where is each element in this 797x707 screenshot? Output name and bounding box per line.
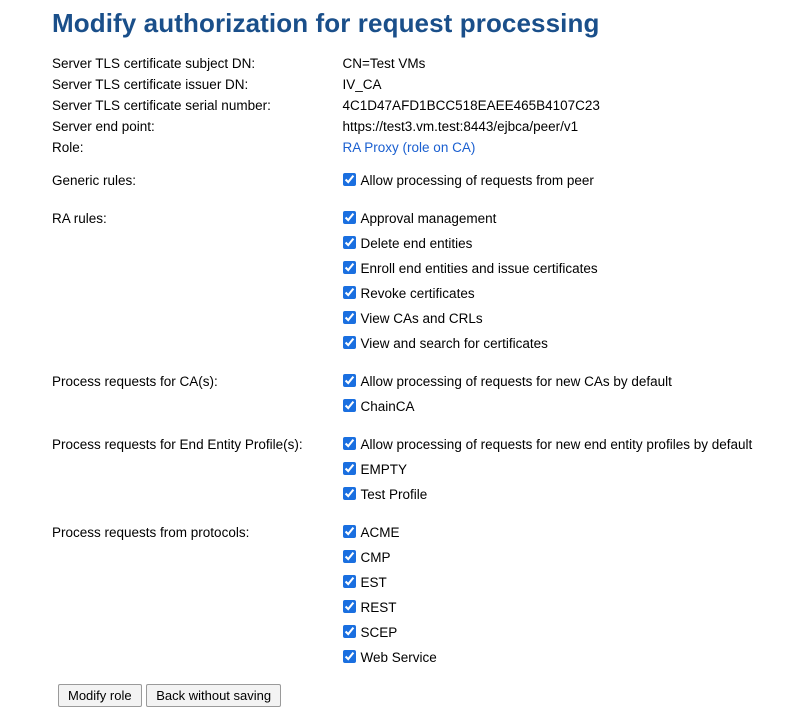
section-options xyxy=(343,371,792,434)
checkbox-row[interactable] xyxy=(343,597,792,618)
checkbox-rest[interactable] xyxy=(343,600,356,613)
section-generic-rules xyxy=(52,170,792,208)
authorization-form xyxy=(52,53,792,668)
checkbox-allow-processing-from-peer[interactable] xyxy=(343,173,356,186)
field-label: Server TLS certificate issuer DN: xyxy=(52,77,249,92)
section-ra-rules xyxy=(52,208,792,371)
field-row-serial-number xyxy=(52,95,792,116)
section-process-requests-cas xyxy=(52,371,792,434)
page-title: Modify authorization for request processing xyxy=(52,8,600,38)
checkbox-view-and-search-certificates[interactable] xyxy=(343,336,356,349)
checkbox-label: Approval management xyxy=(360,211,497,226)
modify-role-button[interactable]: Modify role xyxy=(58,684,142,707)
checkbox-label: EMPTY xyxy=(360,462,408,477)
field-label: Server TLS certificate subject DN: xyxy=(52,56,256,71)
section-label: Process requests for CA(s): xyxy=(52,374,218,389)
checkbox-label: ChainCA xyxy=(360,399,415,414)
checkbox-label: Allow processing of requests for new end entity profiles by default xyxy=(360,437,753,452)
checkbox-cmp[interactable] xyxy=(343,550,356,563)
checkbox-label: Test Profile xyxy=(360,487,428,502)
checkbox-row[interactable] xyxy=(343,170,792,191)
spacer xyxy=(343,195,792,208)
checkbox-empty-profile[interactable] xyxy=(343,462,356,475)
checkbox-row[interactable] xyxy=(343,208,792,229)
checkbox-scep[interactable] xyxy=(343,625,356,638)
checkbox-row[interactable] xyxy=(343,547,792,568)
checkbox-label: Delete end entities xyxy=(360,236,473,251)
checkbox-label: Revoke certificates xyxy=(360,286,475,301)
section-options xyxy=(343,208,792,371)
back-without-saving-button[interactable]: Back without saving xyxy=(146,684,281,707)
checkbox-row[interactable] xyxy=(343,308,792,329)
role-link[interactable]: RA Proxy (role on CA) xyxy=(342,140,476,155)
spacer xyxy=(52,158,792,170)
field-value: IV_CA xyxy=(342,77,382,92)
checkbox-allow-new-eep-by-default[interactable] xyxy=(343,437,356,450)
field-row-role xyxy=(52,137,792,158)
checkbox-view-cas-and-crls[interactable] xyxy=(343,311,356,324)
section-label: Process requests for End Entity Profile(s): xyxy=(52,437,303,452)
field-label: Server end point: xyxy=(52,119,155,134)
checkbox-approval-management[interactable] xyxy=(343,211,356,224)
checkbox-row[interactable] xyxy=(343,522,792,543)
section-process-requests-eep xyxy=(52,434,792,522)
field-value: CN=Test VMs xyxy=(342,56,426,71)
checkbox-test-profile[interactable] xyxy=(343,487,356,500)
section-label: Generic rules: xyxy=(52,173,137,188)
checkbox-row[interactable] xyxy=(343,484,792,505)
checkbox-row[interactable] xyxy=(343,371,792,392)
spacer xyxy=(343,421,792,434)
spacer xyxy=(343,509,792,522)
checkbox-est[interactable] xyxy=(343,575,356,588)
checkbox-label: Allow processing of requests for new CAs by default xyxy=(360,374,672,389)
checkbox-row[interactable] xyxy=(343,572,792,593)
checkbox-row[interactable] xyxy=(343,459,792,480)
checkbox-label: EST xyxy=(360,575,387,590)
field-label-role: Role: xyxy=(52,140,84,155)
field-row-end-point xyxy=(52,116,792,137)
checkbox-row[interactable] xyxy=(343,258,792,279)
field-row-issuer-dn xyxy=(52,74,792,95)
checkbox-label: CMP xyxy=(360,550,391,565)
section-options xyxy=(343,170,792,208)
section-options xyxy=(343,434,792,522)
form-actions xyxy=(58,684,797,707)
checkbox-row[interactable] xyxy=(343,283,792,304)
field-label: Server TLS certificate serial number: xyxy=(52,98,271,113)
field-row-subject-dn xyxy=(52,53,792,74)
checkbox-row[interactable] xyxy=(343,333,792,354)
checkbox-label: ACME xyxy=(360,525,400,540)
checkbox-label: Enroll end entities and issue certificates xyxy=(360,261,598,276)
checkbox-row[interactable] xyxy=(343,233,792,254)
field-value: 4C1D47AFD1BCC518EAEE465B4107C23 xyxy=(342,98,600,113)
section-options xyxy=(343,522,792,668)
spacer xyxy=(343,358,792,371)
checkbox-row[interactable] xyxy=(343,434,792,455)
section-label: Process requests from protocols: xyxy=(52,525,250,540)
checkbox-enroll-end-entities[interactable] xyxy=(343,261,356,274)
checkbox-row[interactable] xyxy=(343,622,792,643)
checkbox-web-service[interactable] xyxy=(343,650,356,663)
checkbox-revoke-certificates[interactable] xyxy=(343,286,356,299)
checkbox-row[interactable] xyxy=(343,396,792,417)
section-label: RA rules: xyxy=(52,211,107,226)
checkbox-row[interactable] xyxy=(343,647,792,668)
checkbox-label: View and search for certificates xyxy=(360,336,548,351)
checkbox-label: Allow processing of requests from peer xyxy=(360,173,594,188)
checkbox-chainca[interactable] xyxy=(343,399,356,412)
field-value: https://test3.vm.test:8443/ejbca/peer/v1 xyxy=(342,119,579,134)
checkbox-label: SCEP xyxy=(360,625,398,640)
checkbox-label: Web Service xyxy=(360,650,437,665)
checkbox-acme[interactable] xyxy=(343,525,356,538)
checkbox-delete-end-entities[interactable] xyxy=(343,236,356,249)
checkbox-label: View CAs and CRLs xyxy=(360,311,483,326)
section-process-requests-protocols xyxy=(52,522,792,668)
checkbox-allow-new-cas-by-default[interactable] xyxy=(343,374,356,387)
checkbox-label: REST xyxy=(360,600,397,615)
